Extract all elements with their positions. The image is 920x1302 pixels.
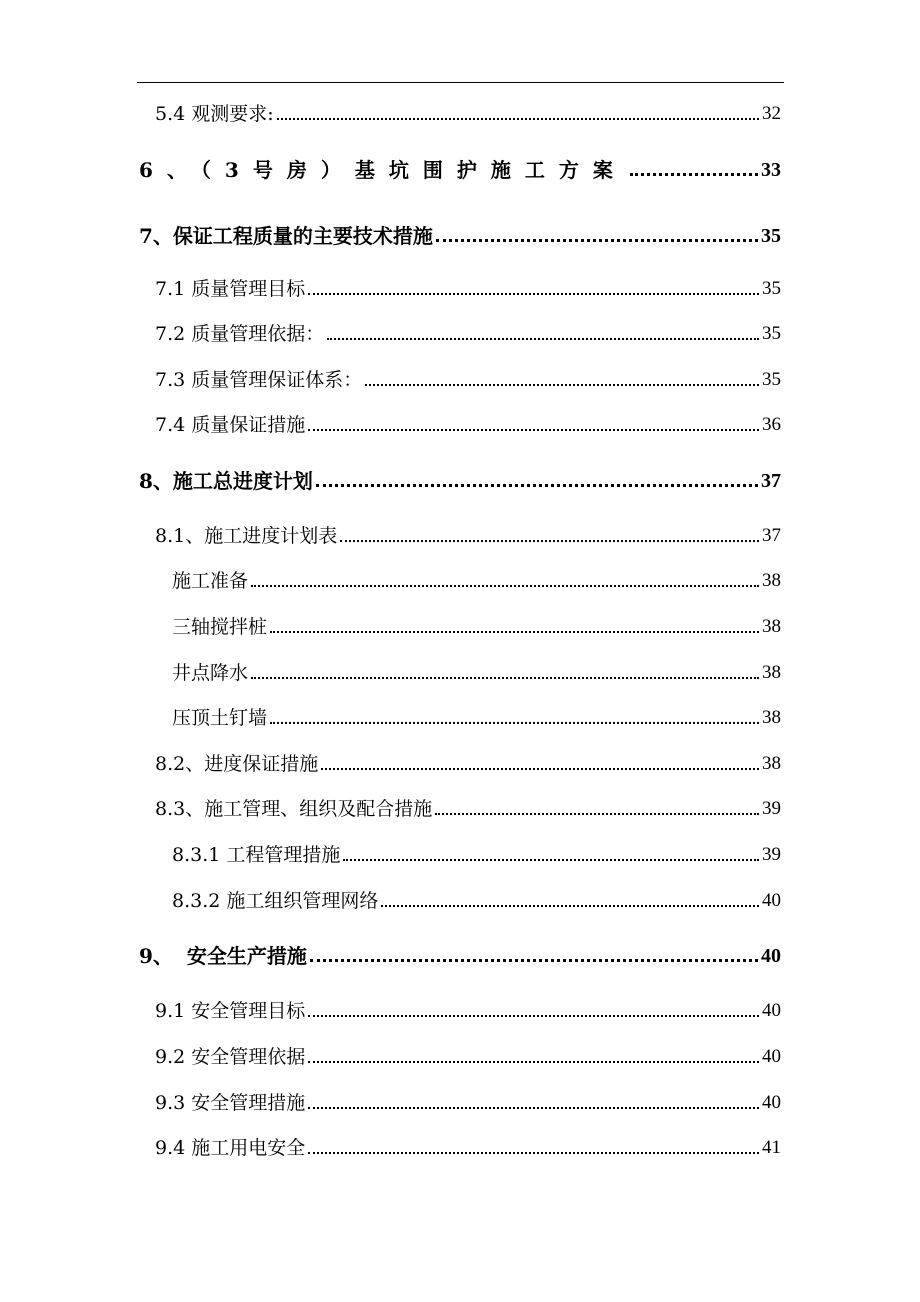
toc-dot-leader: [308, 1061, 759, 1063]
toc-entry-page: 38: [762, 662, 781, 683]
toc-entry[interactable]: [172, 613, 781, 641]
toc-entry-title: 施工准备: [172, 570, 249, 592]
toc-entry[interactable]: [155, 1043, 781, 1071]
toc-entry-page: 32: [762, 103, 781, 124]
header-rule: [137, 82, 784, 83]
toc-entry-page: 33: [761, 159, 781, 181]
toc-entry[interactable]: [172, 659, 781, 687]
toc-entry[interactable]: [155, 320, 781, 348]
toc-entry-title: 8.2、进度保证措施: [155, 753, 319, 775]
toc-entry[interactable]: [172, 841, 781, 869]
toc-dot-leader: [321, 768, 759, 770]
toc-entry[interactable]: [139, 222, 781, 250]
toc-dot-leader: [308, 293, 759, 295]
toc-dot-leader: [343, 859, 759, 861]
toc-entry-page: 40: [761, 945, 781, 967]
toc-entry-title: 7.4 质量保证措施: [155, 414, 306, 436]
toc-dot-leader: [381, 905, 759, 907]
toc-entry-title: 8.1、施工进度计划表: [155, 525, 338, 547]
toc-entry-title: 7.3 质量管理保证体系：: [155, 369, 363, 391]
toc-entry-title: 9.1 安全管理目标: [155, 1000, 306, 1022]
toc-dot-leader: [270, 722, 759, 724]
toc-dot-leader: [435, 813, 759, 815]
toc-dot-leader: [251, 585, 759, 587]
toc-entry-page: 35: [762, 369, 781, 390]
toc-dot-leader: [308, 429, 759, 431]
toc-entry-page: 35: [761, 225, 781, 247]
toc-entry-title: 井点降水: [172, 662, 249, 684]
toc-entry-title: 9.4 施工用电安全: [155, 1137, 306, 1159]
toc-dot-leader: [308, 1107, 759, 1109]
toc-entry-page: 40: [762, 1092, 781, 1113]
toc-entry[interactable]: [172, 704, 781, 732]
toc-entry-title: 7.1 质量管理目标: [155, 278, 306, 300]
toc-dot-leader: [630, 173, 758, 176]
toc-dot-leader: [270, 631, 759, 633]
toc-entry-title: 5.4 观测要求:: [155, 103, 274, 125]
toc-entry[interactable]: [155, 1089, 781, 1117]
toc-dot-leader: [365, 384, 759, 386]
toc-entry-title: 8、施工总进度计划: [139, 469, 313, 493]
toc-entry-title: 7.2 质量管理依据：: [155, 323, 325, 345]
toc-dot-leader: [436, 239, 758, 242]
toc-entry[interactable]: [139, 467, 781, 495]
toc-dot-leader: [277, 118, 759, 120]
toc-entry-title: 8.3.1 工程管理措施: [172, 844, 341, 866]
toc-dot-leader: [308, 1152, 759, 1154]
toc-entry[interactable]: [155, 522, 781, 550]
toc-entry[interactable]: [155, 750, 781, 778]
toc-entry-page: 38: [762, 570, 781, 591]
toc-entry-title: 8.3、施工管理、组织及配合措施: [155, 798, 433, 820]
toc-entry[interactable]: [139, 156, 781, 184]
toc-dot-leader: [310, 959, 758, 962]
toc-entry-title: 压顶土钉墙: [172, 707, 268, 729]
toc-entry[interactable]: [155, 366, 781, 394]
toc-entry-page: 39: [762, 844, 781, 865]
toc-entry[interactable]: [155, 275, 781, 303]
toc-dot-leader: [251, 677, 759, 679]
toc-entry[interactable]: [155, 411, 781, 439]
toc-entry-page: 37: [762, 525, 781, 546]
toc-entry[interactable]: [172, 567, 781, 595]
toc-entry-page: 36: [762, 414, 781, 435]
toc-dot-leader: [327, 338, 759, 340]
toc-entry-title: 9.3 安全管理措施: [155, 1092, 306, 1114]
toc-entry-page: 41: [762, 1137, 781, 1158]
toc-entry[interactable]: [172, 887, 781, 915]
toc-dot-leader: [308, 1015, 759, 1017]
toc-entry-title: 8.3.2 施工组织管理网络: [172, 890, 379, 912]
toc-dot-leader: [316, 484, 758, 487]
toc-entry-page: 38: [762, 616, 781, 637]
toc-entry[interactable]: [139, 942, 781, 970]
toc-entry-page: 40: [762, 890, 781, 911]
toc-entry[interactable]: [155, 997, 781, 1025]
toc-entry-page: 39: [762, 798, 781, 819]
toc-entry-page: 38: [762, 753, 781, 774]
toc-entry-page: 40: [762, 1000, 781, 1021]
toc-entry-title: 6、（3号房）基坑围护施工方案: [139, 158, 627, 182]
toc-entry-page: 40: [762, 1046, 781, 1067]
toc-entry-title: 9、 安全生产措施: [139, 944, 307, 968]
toc-entry[interactable]: [155, 100, 781, 128]
toc-entry-page: 35: [762, 278, 781, 299]
toc-entry[interactable]: [155, 795, 781, 823]
toc-entry-page: 37: [761, 470, 781, 492]
toc-entry-title: 三轴搅拌桩: [172, 616, 268, 638]
toc-entry-title: 7、保证工程质量的主要技术措施: [139, 224, 433, 248]
toc-entry-page: 35: [762, 323, 781, 344]
toc-dot-leader: [340, 540, 759, 542]
toc-entry-title: 9.2 安全管理依据: [155, 1046, 306, 1068]
toc-entry[interactable]: [155, 1134, 781, 1162]
toc-entry-page: 38: [762, 707, 781, 728]
